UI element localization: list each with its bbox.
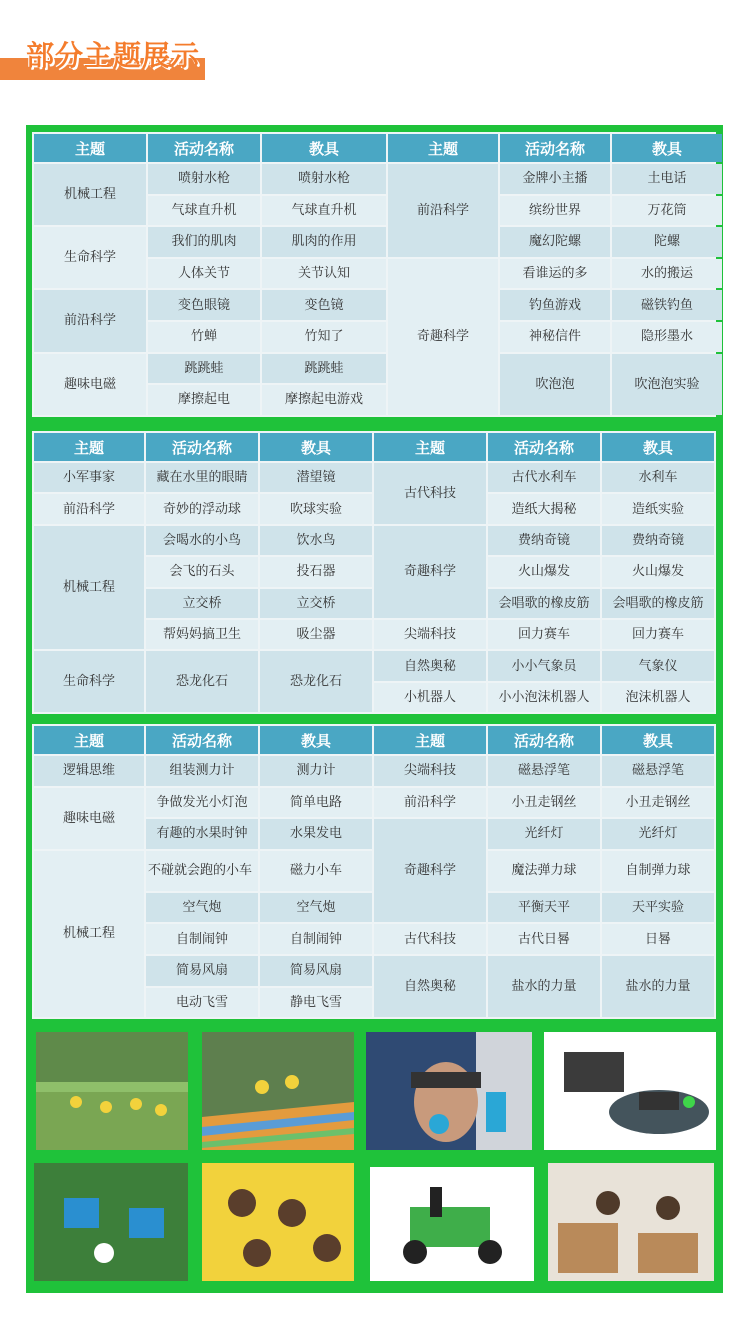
theme-cell: 尖端科技: [374, 620, 486, 649]
theme-cell: 机械工程: [34, 164, 146, 225]
activity-cell: 小丑走钢丝: [488, 788, 600, 818]
activity-cell: 电动飞雪: [146, 988, 258, 1018]
activity-cell: 人体关节: [148, 259, 260, 289]
tool-cell: 吸尘器: [260, 620, 372, 649]
header-activity: 活动名称: [146, 726, 258, 754]
theme-cell: 前沿科学: [34, 290, 146, 351]
theme-cell: 生命科学: [34, 651, 144, 712]
tool-cell: 吹泡泡实验: [612, 354, 722, 415]
activity-cell: 光纤灯: [488, 819, 600, 849]
activity-cell: 小小气象员: [488, 651, 600, 680]
tool-cell: 水果发电: [260, 819, 372, 849]
activity-cell: 魔法弹力球: [488, 851, 600, 891]
tool-cell: 摩擦起电游戏: [262, 385, 386, 415]
photo-kids-field: [36, 1032, 188, 1150]
activity-cell: 看谁运的多: [500, 259, 610, 289]
theme-cell: 机械工程: [34, 851, 144, 1017]
tool-cell: 关节认知: [262, 259, 386, 289]
activity-cell: 会喝水的小鸟: [146, 526, 258, 555]
activity-cell: 火山爆发: [488, 557, 600, 586]
tool-cell: 立交桥: [260, 589, 372, 618]
tool-cell: 变色镜: [262, 290, 386, 320]
activity-cell: 钓鱼游戏: [500, 290, 610, 320]
activity-cell: 立交桥: [146, 589, 258, 618]
activity-cell: 磁悬浮笔: [488, 756, 600, 786]
table-row: [34, 526, 714, 555]
activity-cell: 金牌小主播: [500, 164, 610, 194]
tool-cell: 磁力小车: [260, 851, 372, 891]
theme-cell: 小军事家: [34, 463, 144, 492]
theme-cell: 生命科学: [34, 227, 146, 288]
tool-cell: 天平实验: [602, 893, 714, 923]
activity-cell: 空气炮: [146, 893, 258, 923]
tool-cell: 空气炮: [260, 893, 372, 923]
tool-cell: 泡沫机器人: [602, 683, 714, 712]
table-header-row: [34, 433, 714, 461]
photo-vr-headset: [366, 1032, 532, 1150]
theme-cell: 奇趣科学: [374, 819, 486, 922]
theme-cell: 逻辑思维: [34, 756, 144, 786]
photo-kids-class: [202, 1163, 354, 1281]
table-header-row: [34, 134, 722, 162]
activity-cell: 恐龙化石: [146, 651, 258, 712]
header-tool: 教具: [262, 134, 386, 162]
activity-cell: 平衡天平: [488, 893, 600, 923]
theme-cell: 机械工程: [34, 526, 144, 650]
header-tool: 教具: [602, 726, 714, 754]
photo-robot-arm: [370, 1167, 534, 1281]
activity-cell: 气球直升机: [148, 196, 260, 226]
theme-cell: 小机器人: [374, 683, 486, 712]
activity-cell: 造纸大揭秘: [488, 494, 600, 523]
header-theme: 主题: [374, 433, 486, 461]
theme-cell: 古代科技: [374, 463, 486, 524]
activity-cell: 争做发光小灯泡: [146, 788, 258, 818]
table-row: [34, 354, 722, 384]
tool-cell: 气球直升机: [262, 196, 386, 226]
header-activity: 活动名称: [488, 433, 600, 461]
tool-cell: 小丑走钢丝: [602, 788, 714, 818]
tool-cell: 磁悬浮笔: [602, 756, 714, 786]
tool-cell: 吹球实验: [260, 494, 372, 523]
tool-cell: 简单电路: [260, 788, 372, 818]
activity-cell: 藏在水里的眼睛: [146, 463, 258, 492]
tool-cell: 盐水的力量: [602, 956, 714, 1017]
tool-cell: 测力计: [260, 756, 372, 786]
activity-cell: 回力赛车: [488, 620, 600, 649]
header-activity: 活动名称: [146, 433, 258, 461]
tool-cell: 水的搬运: [612, 259, 722, 289]
tool-cell: 磁铁钓鱼: [612, 290, 722, 320]
theme-cell: 自然奥秘: [374, 956, 486, 1017]
tool-cell: 恐龙化石: [260, 651, 372, 712]
tool-cell: 跳跳蛙: [262, 354, 386, 384]
table-header-row: [34, 726, 714, 754]
tool-cell: 肌肉的作用: [262, 227, 386, 257]
activity-cell: 变色眼镜: [148, 290, 260, 320]
header-theme: 主题: [388, 134, 498, 162]
theme-table-1: [32, 132, 716, 417]
activity-cell: 缤纷世界: [500, 196, 610, 226]
header-activity: 活动名称: [488, 726, 600, 754]
header-tool: 教具: [260, 726, 372, 754]
header-theme: 主题: [34, 433, 144, 461]
activity-cell: 魔幻陀螺: [500, 227, 610, 257]
table-row: [34, 290, 722, 320]
tool-cell: 光纤灯: [602, 819, 714, 849]
activity-cell: 会飞的石头: [146, 557, 258, 586]
theme-cell: 前沿科学: [34, 494, 144, 523]
table-row: [34, 756, 714, 786]
activity-cell: 跳跳蛙: [148, 354, 260, 384]
header-tool: 教具: [602, 433, 714, 461]
header-activity: 活动名称: [500, 134, 610, 162]
theme-cell: 前沿科学: [374, 788, 486, 818]
tool-cell: 潜望镜: [260, 463, 372, 492]
tool-cell: 竹知了: [262, 322, 386, 352]
activity-cell: 小小泡沫机器人: [488, 683, 600, 712]
page-title: 部分主题展示: [26, 39, 201, 72]
theme-cell: 趣味电磁: [34, 354, 146, 415]
header-activity: 活动名称: [148, 134, 260, 162]
tool-cell: 气象仪: [602, 651, 714, 680]
activity-cell: 竹蝉: [148, 322, 260, 352]
tool-cell: 万花筒: [612, 196, 722, 226]
photo-robot-soccer: [34, 1163, 188, 1281]
theme-table-2: [32, 431, 716, 714]
activity-cell: 古代水利车: [488, 463, 600, 492]
activity-cell: 帮妈妈搞卫生: [146, 620, 258, 649]
photo-drone-boat: [544, 1032, 716, 1150]
tool-cell: 费纳奇镜: [602, 526, 714, 555]
activity-cell: 摩擦起电: [148, 385, 260, 415]
tool-cell: 土电话: [612, 164, 722, 194]
tool-cell: 投石器: [260, 557, 372, 586]
activity-cell: 吹泡泡: [500, 354, 610, 415]
tool-cell: 喷射水枪: [262, 164, 386, 194]
tool-cell: 自制弹力球: [602, 851, 714, 891]
theme-cell: 奇趣科学: [388, 259, 498, 415]
activity-cell: 费纳奇镜: [488, 526, 600, 555]
tool-cell: 火山爆发: [602, 557, 714, 586]
header-theme: 主题: [374, 726, 486, 754]
activity-cell: 有趣的水果时钟: [146, 819, 258, 849]
header-theme: 主题: [34, 134, 146, 162]
table-row: [34, 164, 722, 194]
tool-cell: 饮水鸟: [260, 526, 372, 555]
activity-cell: 喷射水枪: [148, 164, 260, 194]
tool-cell: 会唱歌的橡皮筋: [602, 589, 714, 618]
activity-cell: 不碰就会跑的小车: [146, 851, 258, 891]
photo-race-track: [202, 1032, 354, 1150]
header-tool: 教具: [612, 134, 722, 162]
theme-cell: 前沿科学: [388, 164, 498, 257]
activity-cell: 古代日晷: [488, 924, 600, 954]
activity-cell: 神秘信件: [500, 322, 610, 352]
activity-cell: 我们的肌肉: [148, 227, 260, 257]
theme-cell: 趣味电磁: [34, 788, 144, 849]
header-theme: 主题: [34, 726, 144, 754]
table-row: [34, 788, 714, 818]
tool-cell: 造纸实验: [602, 494, 714, 523]
theme-cell: 奇趣科学: [374, 526, 486, 618]
theme-cell: 自然奥秘: [374, 651, 486, 680]
tool-cell: 简易风扇: [260, 956, 372, 986]
header-tool: 教具: [260, 433, 372, 461]
activity-cell: 奇妙的浮动球: [146, 494, 258, 523]
table-row: [34, 227, 722, 257]
tool-cell: 隐形墨水: [612, 322, 722, 352]
theme-table-3: [32, 724, 716, 1019]
activity-cell: 简易风扇: [146, 956, 258, 986]
tool-cell: 陀螺: [612, 227, 722, 257]
activity-cell: 会唱歌的橡皮筋: [488, 589, 600, 618]
theme-cell: 尖端科技: [374, 756, 486, 786]
tool-cell: 水利车: [602, 463, 714, 492]
tool-cell: 静电飞雪: [260, 988, 372, 1018]
activity-cell: 盐水的力量: [488, 956, 600, 1017]
activity-cell: 组装测力计: [146, 756, 258, 786]
table-row: [34, 463, 714, 492]
table-row: [34, 651, 714, 680]
photo-classroom: [548, 1163, 714, 1281]
tool-cell: 回力赛车: [602, 620, 714, 649]
tool-cell: 日晷: [602, 924, 714, 954]
tool-cell: 自制闹钟: [260, 924, 372, 954]
activity-cell: 自制闹钟: [146, 924, 258, 954]
theme-cell: 古代科技: [374, 924, 486, 954]
